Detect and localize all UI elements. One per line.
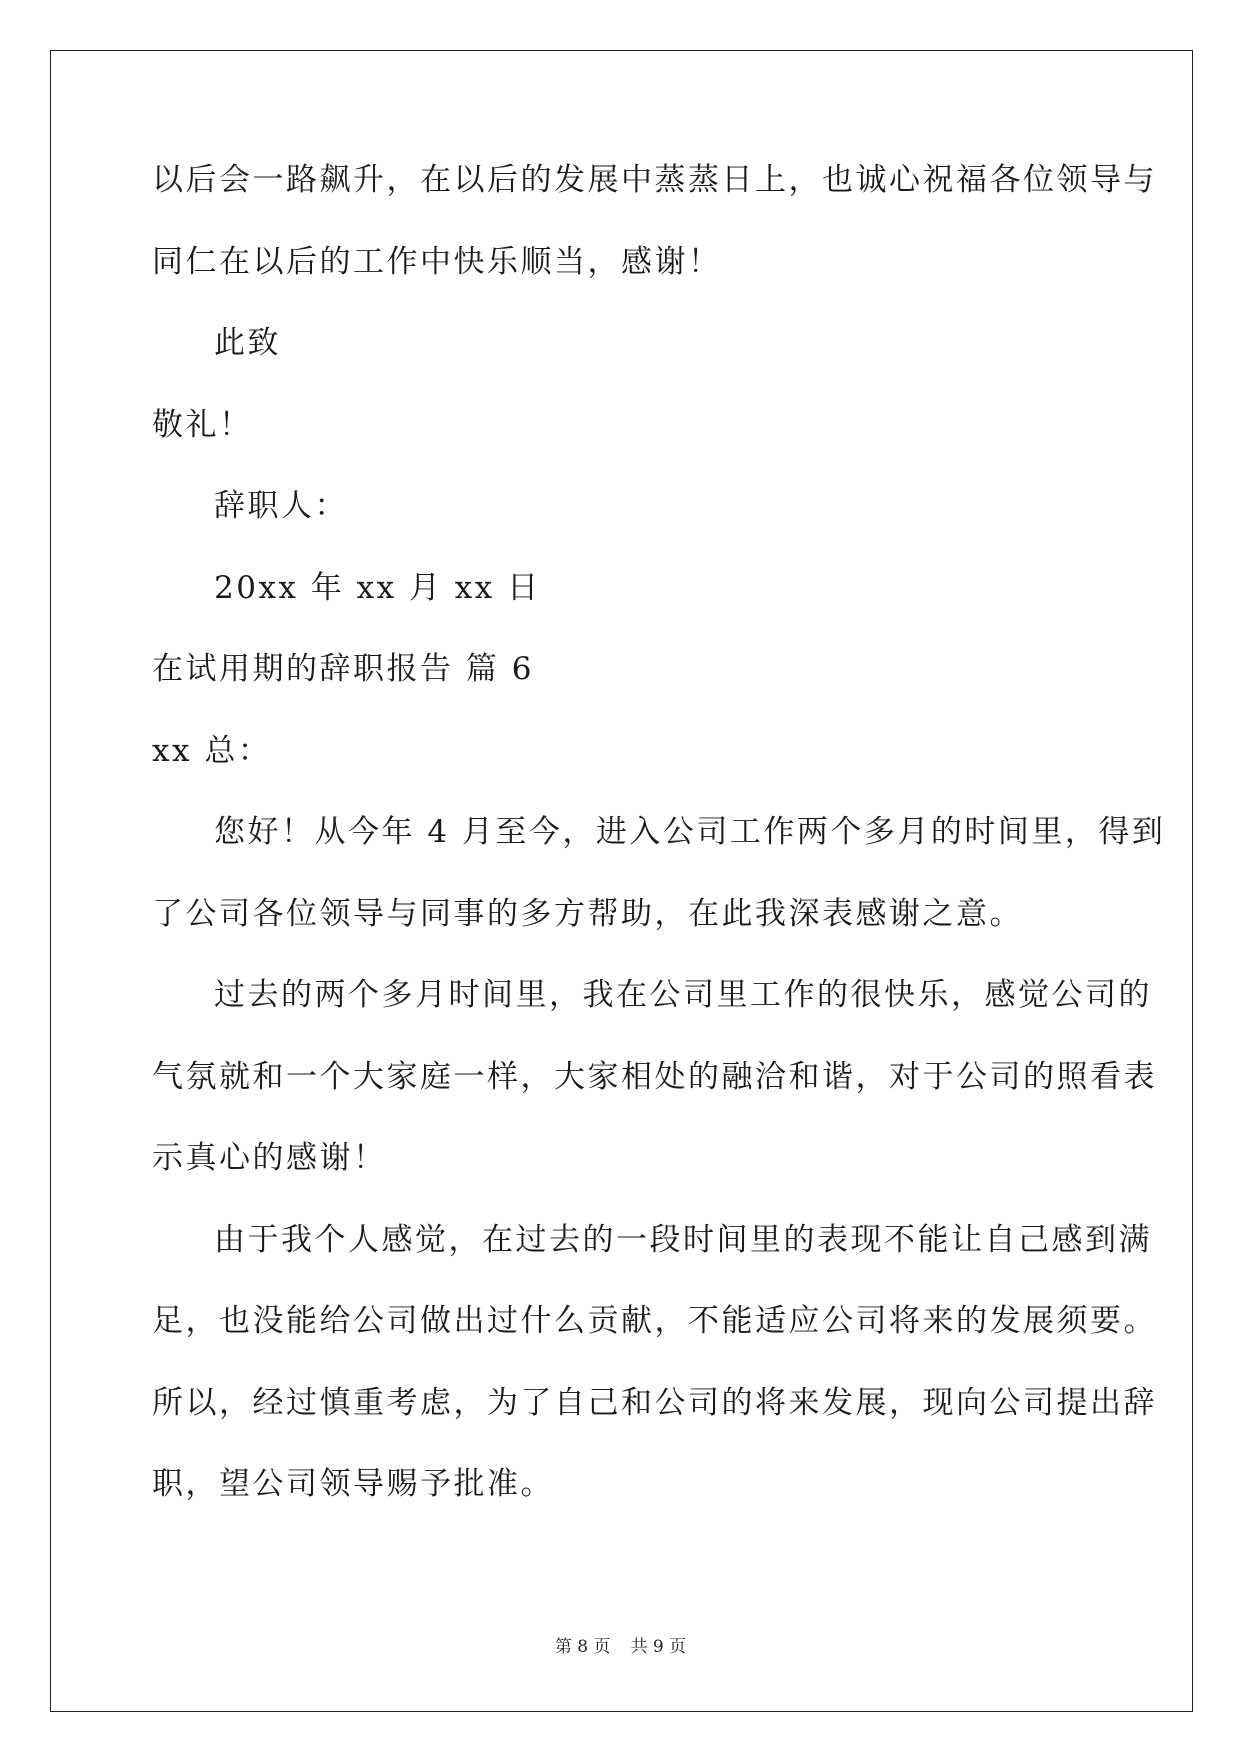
paragraph-line: 您好！从今年 4 月至今，进入公司工作两个多月的时间里，得到 — [214, 814, 1166, 850]
paragraph-line: 同仁在以后的工作中快乐顺当，感谢！ — [152, 244, 722, 280]
closing-regards: 敬礼！ — [152, 407, 253, 443]
recipient-line: xx 总： — [152, 733, 272, 769]
section-heading: 在试用期的辞职报告 篇 6 — [152, 651, 534, 687]
paragraph-line: 过去的两个多月时间里，我在公司里工作的很快乐，感觉公司的 — [214, 977, 1152, 1013]
date-line: 20xx 年 xx 月 xx 日 — [214, 570, 541, 606]
paragraph-line: 由于我个人感觉，在过去的一段时间里的表现不能让自己感到满 — [214, 1222, 1152, 1258]
paragraph-line: 气氛就和一个大家庭一样，大家相处的融洽和谐，对于公司的照看表 — [152, 1059, 1157, 1095]
paragraph-line: 以后会一路飙升，在以后的发展中蒸蒸日上，也诚心祝福各位领导与 — [152, 162, 1157, 198]
page-footer — [0, 1632, 1241, 1657]
paragraph-line: 足，也没能给公司做出过什么贡献，不能适应公司将来的发展须要。 — [152, 1303, 1157, 1339]
paragraph-line: 所以，经过慎重考虑，为了自己和公司的将来发展，现向公司提出辞 — [152, 1385, 1157, 1421]
closing-salutation: 此致 — [214, 325, 281, 361]
paragraph-line: 职，望公司领导赐予批准。 — [152, 1466, 554, 1502]
current-page-number: 第 8 页 — [554, 1637, 611, 1657]
total-page-count: 共 9 页 — [630, 1637, 687, 1657]
signature-label: 辞职人： — [214, 488, 348, 524]
paragraph-line: 示真心的感谢！ — [152, 1140, 387, 1176]
page-border — [50, 50, 1193, 1712]
paragraph-line: 了公司各位领导与同事的多方帮助，在此我深表感谢之意。 — [152, 896, 1023, 932]
